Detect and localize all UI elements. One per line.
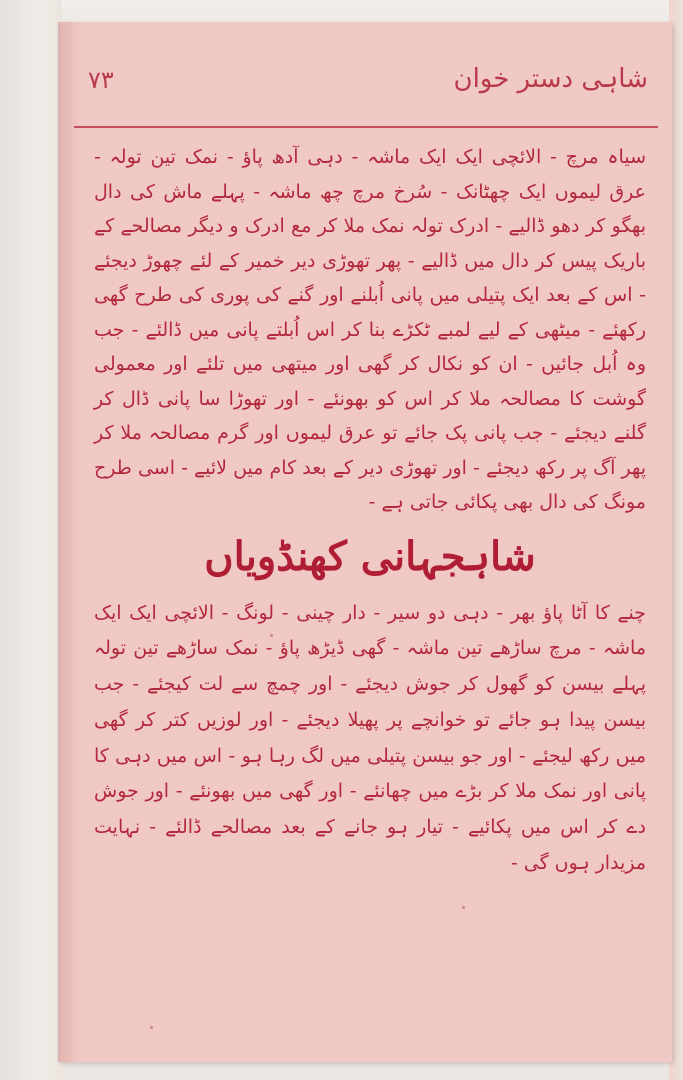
page-header <box>74 60 658 120</box>
binding-strip <box>0 0 62 1080</box>
page-fold-shadow <box>60 22 80 1062</box>
recipe-paragraph-2: چنے کا آٹا پاؤ بھر - دہی دو سیر - دار چینی - لونگ - الائچی ایک ایک ماشہ - مرچ ساڑھے تین ماشہ - گھی ڈیڑھ پاؤ - نمک ساڑھے تین تولہ پہلے بیسن کو گھول کر جوش دیجئے - اور چمچ سے لت کیجئے - جب بیسن پیدا ہو جائے تو خوانچے پر پھیلا دیجئے - اور لوزیں کتر کر گھی میں رکھ لیجئے - اور جو بیسن پتیلی میں لگ رہا ہو - اس میں دہی کا پانی اور نمک ملا کر بڑے میں چھانئے - اور گھی میں بھونئے - اور جوش دے کر اس میں پکائیے - تیار ہو جانے کے بعد مصالحے ڈالئے - نہایت مزیدار ہوں گی - <box>94 601 646 875</box>
recipe-paragraph: سیاہ مرچ - الائچی ایک ایک ماشہ - دہی آدھ پاؤ - نمک تین تولہ - عرق لیموں ایک چھٹانک - سُرخ مرچ چھ ماشہ - پہلے ماش کی دال بھگو کر دھو ڈالیے - ادرک تولہ نمک ملا کر مع ادرک و دیگر مصالحے کے باریک پیس کر دال میں ڈالیے - پھر تھوڑی دیر خمیر کے لئے چھوڑ دیجئے - اس کے بعد ایک پتیلی میں پانی اُبلنے اور گنے کی پوری کی طرح گھی رکھئے - میٹھی کے لیے لمبے ٹکڑے بنا کر اس اُبلتے پانی میں ڈالئے - جب وہ اُبل جائیں - ان کو نکال کر گھی اور میتھی میں تلئے اور معمولی گوشت کا مصالحہ ملا کر اس کو بھونئے - اور تھوڑا سا پانی ڈال کر گلنے دیجئے - جب پانی پک جائے تو عرق لیموں اور گرم مصالحہ ملا کر پھر آگ پر رکھ دیجئے - اور تھوڑی دیر کے بعد کام میں لائیے - اسی طرح مونگ کی دال بھی پکائی جاتی ہے - <box>94 146 646 513</box>
recipe-heading: شاہجہانی کھنڈویاں <box>204 532 536 580</box>
header-rule <box>74 126 658 128</box>
ink-speck <box>150 1026 153 1029</box>
ink-speck <box>270 634 273 637</box>
running-title: شاہی دستر خوان <box>453 64 648 94</box>
ink-speck <box>462 906 465 909</box>
page-number: ۷۳ <box>88 66 114 94</box>
page-body <box>94 140 646 882</box>
book-page <box>58 22 672 1062</box>
